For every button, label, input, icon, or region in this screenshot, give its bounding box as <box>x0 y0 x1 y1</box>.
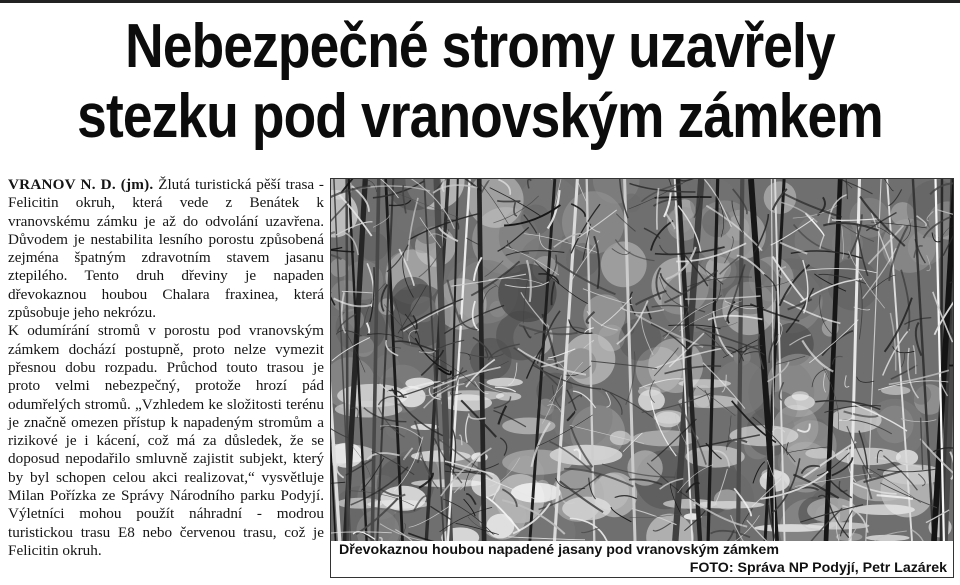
article-paragraph-1 <box>8 176 324 322</box>
photo-credit: FOTO: Správa NP Podyjí, Petr Lazárek <box>689 560 947 576</box>
article-body <box>8 176 324 560</box>
dateline: VRANOV N. D. (jm). <box>8 176 154 193</box>
headline-line-2: stezku pod vranovským zámkem <box>77 82 883 151</box>
forest-illustration <box>331 179 953 541</box>
photo-caption: Dřevokaznou houbou napadené jasany pod vranovským zámkem <box>339 542 779 558</box>
top-rule <box>0 0 960 3</box>
forest-photo <box>331 179 953 541</box>
photo-frame <box>330 178 954 578</box>
headline <box>67 12 893 152</box>
article-paragraph-2: K odumírání stromů v porostu pod vranovským zámkem dochází postupně, proto nelze vymezit přesnou dobu rozpadu. Průchod touto trasou je proto velmi nebezpečný, protože hrozí pád odumřelých stromů. „Vzhledem ke složitosti terénu je značně omezen přístup k napadeným stromům a rizikové je i kácení, což má za důsledek, že se doposud nepodařilo smluvně zajistit subjekt, který by byl schopen celou akci realizovat,“ vysvětluje Milan Pořízka ze Správy Národního parku Podyjí. Výletníci mohou použít náhradní - modrou turistickou trasu E8 nebo červenou trasu, což je Felicitin okruh. <box>8 322 324 559</box>
article-paragraph-1-text: Žlutá turistická pěší trasa - Felicitin okruh, která vede z Benátek k vranovskému zámku je až do odvolání uzavřena. Důvodem je nestabilita lesního porostu způsobená zejména špatným zdravotním stavem jasanu ztepilého. Tento druh dřeviny je napaden dřevokaznou houbou Chalara fraxinea, která způsobuje jeho nekrózu. <box>8 176 324 322</box>
headline-line-1: Nebezpečné stromy uzavřely <box>125 12 835 81</box>
